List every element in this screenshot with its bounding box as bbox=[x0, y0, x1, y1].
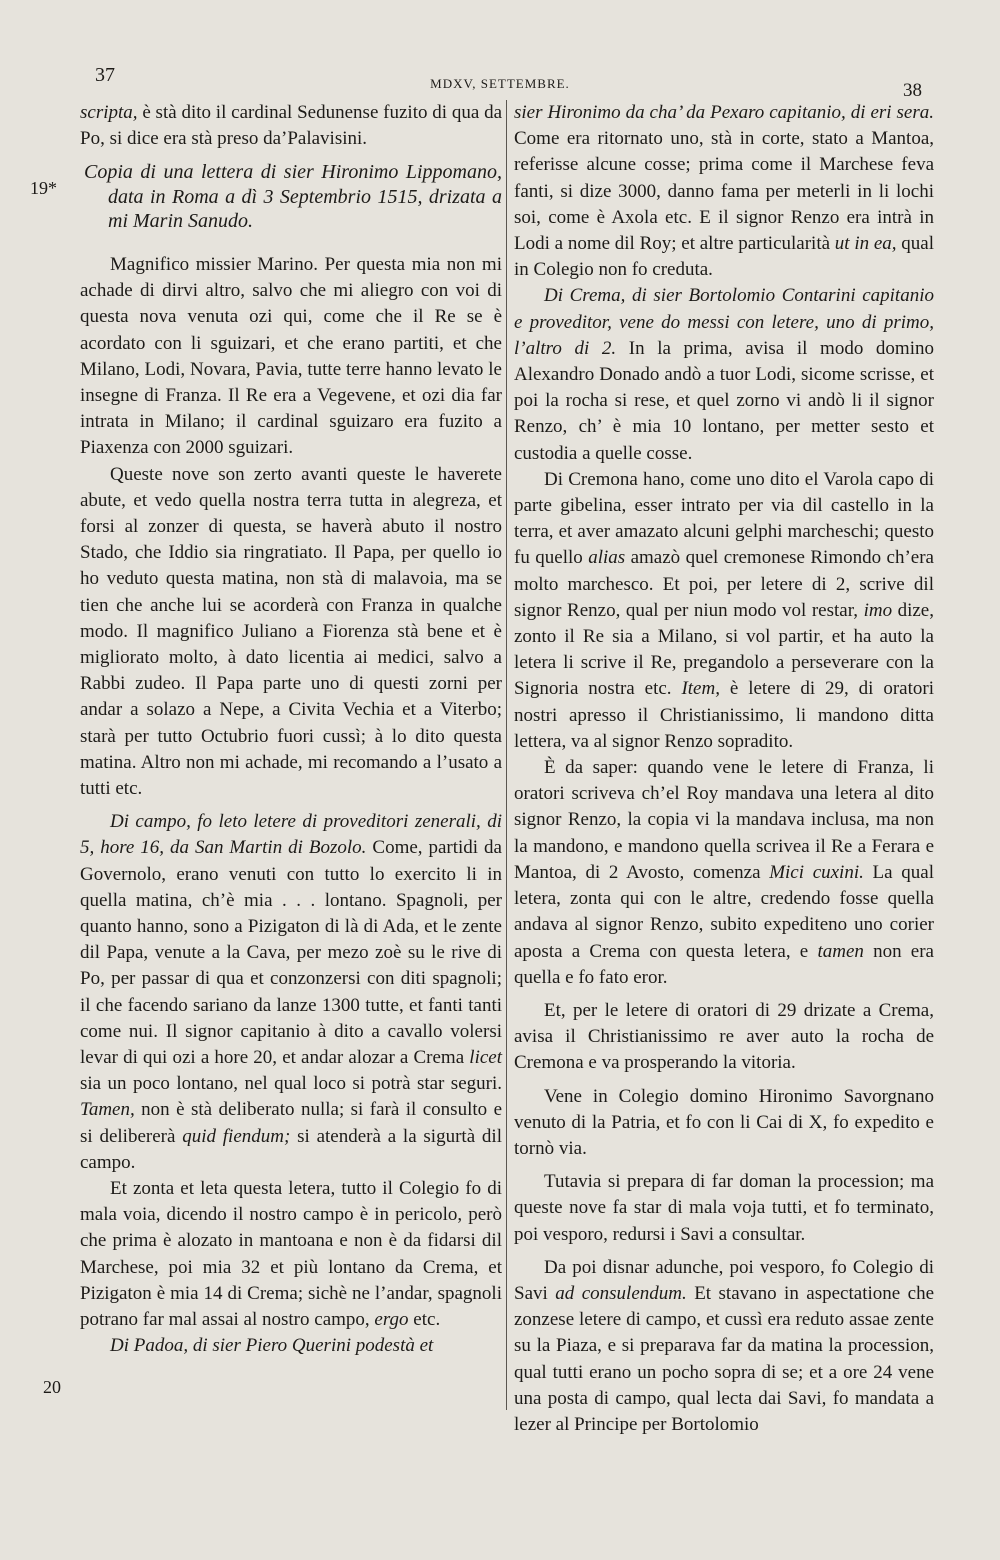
paragraph: Vene in Colegio domino Hironimo Savorgnano venuto di la Patria, et fo con li Cai di X, fo expedito e tornò via. bbox=[514, 1085, 934, 1159]
italic-text: Di campo, fo leto letere di proveditori zenerali, di 5, hore 16, da San Martin di Bozolo. bbox=[80, 811, 502, 859]
text: sia un poco lontano, nel qual loco si potrà star seguri. bbox=[80, 1073, 502, 1095]
paragraph bbox=[514, 467, 934, 755]
text: è stà dito il cardinal Sedunense fuzito di qua da Po, si dice era stà preso da’Palavisini. bbox=[80, 102, 502, 150]
page-header bbox=[0, 58, 1000, 101]
paragraph bbox=[80, 1333, 502, 1359]
italic-text: scripta, bbox=[80, 102, 138, 123]
letter-heading: Copia di una lettera di sier Hironimo Lippomano, data in Roma a dì 3 Septembrio 1515, drizata a mi Marin Sanudo. bbox=[84, 161, 502, 233]
page-number-left: 37 bbox=[95, 64, 115, 86]
text: qual in Colegio non fo creduta. bbox=[514, 233, 935, 281]
italic-text: Di Crema, di sier Bortolomio Contarini capitanio e proveditor, vene do messi con letere, uno di primo, l’altro di 2. bbox=[514, 285, 934, 359]
text: è letere di 29, di oratori nostri apresso il Christianissimo, li mandono ditta lettera, va al signor Renzo sopradito. bbox=[514, 678, 934, 752]
italic-text: ergo bbox=[374, 1309, 409, 1331]
text: non era quella e fo fato eror. bbox=[514, 940, 934, 988]
italic-text: Tamen, bbox=[80, 1099, 135, 1121]
paragraph: Et, per le letere di oratori di 29 drizate a Crema, avisa il Christianissimo re aver auto la rocha de Cremona e va prosperando la vitoria. bbox=[514, 999, 934, 1074]
text: Come era ritornato uno, stà in corte, stato a Mantoa, referisse alcune cosse; prima come il Marchese feva fanti, si dize 3000, danno fama per meterli in li lochi soi, come è Axola etc. E il signor Renzo era intrà in Lodi a nome dil Roy; et altre particularità bbox=[514, 128, 934, 255]
paragraph bbox=[80, 100, 502, 152]
margin-note-20: 20 bbox=[43, 1377, 61, 1397]
paragraph bbox=[514, 283, 934, 466]
left-column bbox=[80, 100, 502, 1359]
paragraph bbox=[514, 100, 934, 283]
paragraph bbox=[80, 809, 502, 1176]
margin-note-19: 19* bbox=[30, 178, 57, 198]
italic-text: Item, bbox=[681, 678, 720, 700]
paragraph bbox=[80, 1176, 502, 1333]
text: La qual letera, zonta qui con le altre, credendo fosse quella andava al signor Renzo, subito expediteno uno corier aposta a Crema con questa letera, e bbox=[514, 861, 934, 962]
italic-text: tamen bbox=[817, 940, 864, 962]
italic-text: Mici cuxini. bbox=[769, 861, 864, 883]
paragraph bbox=[514, 755, 934, 991]
italic-text: Di Padoa, di sier Piero Querini podestà et bbox=[110, 1335, 434, 1357]
text: È da saper: quando vene le letere di Franza, li oratori scriveva ch’el Roy mandava una letera al dito signor Renzo, la copia vi la mandava inclusa, ma non la mandono, e mandono quella scrivea il Re a Ferara e Mantoa, di 2 Avosto, comenza bbox=[514, 757, 934, 883]
italic-text: imo bbox=[863, 599, 893, 621]
text: In la prima, avisa il modo domino Alexandro Donado andò a tuor Lodi, sicome scrisse, et poi la rocha si rese, et quel zorno vi andò li il signor Renzo, ch’ è mia 10 lontano, per metter sesto et custodia a quelle cosse. bbox=[514, 337, 934, 464]
italic-text: ad consulendum. bbox=[555, 1282, 687, 1304]
paragraph: Tutavia si prepara di far doman la procession; ma queste nove fa star di mala voja tutti, et fo terminato, poi vesporo, redursi i Savi a consultar. bbox=[514, 1171, 934, 1245]
text: non è stà deliberato nulla; si farà il consulto e si delibererà bbox=[80, 1099, 502, 1147]
text: Da poi disnar adunche, poi vesporo, fo Colegio di Savi bbox=[514, 1256, 934, 1304]
text: si atenderà a la sigurtà dil campo. bbox=[80, 1125, 502, 1173]
italic-text: alias bbox=[588, 547, 626, 569]
paragraph: Queste nove son zerto avanti queste le haverete abute, et vedo quella nostra terra tutta in alegreza, et forsi al zonzer di questa, se haverà abuto il nostro Stado, che Iddio sia ringratiato. Il Papa, per quello io ho veduto questa matina, non stà di malavoia, ma se tien che anche lui se acorderà con Franza in qualche modo. Il magnifico Juliano a Fiorenza stà bene et è migliorato molto, à dato licentia ai medici, salvo a Rabbi zudeo. Il Papa parte uno di questi zorni per andar a solazo a Nepe, a Civita Vechia et a Viterbo; starà per tutto Octubrio fuori cussì; à lo dito questa matina. Altro non mi achade, mi recomando a l’usato a tutti etc. bbox=[80, 463, 502, 799]
text: etc. bbox=[408, 1309, 441, 1331]
paragraph: Magnifico missier Marino. Per questa mia non mi achade di dirvi altro, salvo che mi aliegro con voi di questa nova venuta ozi qui, come che il Re se è acordato con li sguizari, et che erano partiti, et che Milano, Lodi, Novara, Pavia, tutte terre hanno levato le insegne di Franza. Il Re era a Vegevene, et ozi dia far intrata in Milano; il cardinal sguizaro era fuzito a Piaxenza con 2000 sguizari. bbox=[80, 253, 502, 459]
text: amazò quel cremonese Rimondo ch’era molto marchesco. Et poi, per letere di 2, scrive dil signor Renzo, qual per niun modo vol restar, bbox=[514, 547, 934, 621]
text: Et stavano in aspectatione che zonzese letere di campo, et cussì era reduto assae zente su la Piaza, e si preparava far da matina la procession, qual tutti erano un pocho sopra di se; et a ore 24 vene una posta di campo, qual lecta dai Savi, fo mandata a lezer al Principe per Bortolomio bbox=[514, 1282, 935, 1435]
running-title: MDXV, SETTEMBRE. bbox=[430, 76, 570, 91]
page-number-right: 38 bbox=[903, 80, 922, 101]
text: Come, partidi da Governolo, erano venuti con tutto lo exercito li in quella matina, ch’è mia . . . lontano. Spagnoli, per quanto hanno, sono a Pizigaton di là di Ada, et le zente dil Papa, venute a la Cava, per mezo zoè su le rive di Po, per passar di qua et conzonzersi con diti spagnoli; il che facendo sariano da lanze 1300 tutte, et fanti tanti come nui. Il signor capitanio à dito a cavallo volersi levar di qui ozi a hore 20, et andar alozar a Crema bbox=[80, 837, 502, 1068]
italic-text: licet bbox=[469, 1047, 502, 1068]
text: dize, zonto il Re sia a Milano, si vol partir, et ha auto la letera li scrive il Re, pregandolo a perseverare con la Signoria nostra etc. bbox=[514, 599, 934, 700]
text: Et zonta et leta questa letera, tutto il Colegio fo di mala voia, dicendo il nostro campo è in pericolo, però che prima è alozato in mantoana e non è da fidarsi dil Marchese, poi mia 32 et più lontano da Crema, et Pizigaton è mia 14 di Crema; sichè ne l’andar, spagnoli potrano far mal assai al nostro campo, bbox=[80, 1178, 502, 1331]
right-column bbox=[514, 100, 934, 1438]
column-divider bbox=[506, 100, 507, 1410]
italic-text: ut in ea, bbox=[834, 233, 897, 255]
paragraph bbox=[514, 1255, 934, 1438]
italic-text: quid fiendum; bbox=[182, 1125, 291, 1147]
italic-text: sier Hironimo da cha’ da Pexaro capitanio, di eri sera. bbox=[514, 102, 934, 123]
text: Di Cremona hano, come uno dito el Varola capo di parte gibelina, esser intrato per via dil castello in la terra, et aver amazato alcuni gelphi marcheschi; questo fu quello bbox=[514, 468, 934, 569]
